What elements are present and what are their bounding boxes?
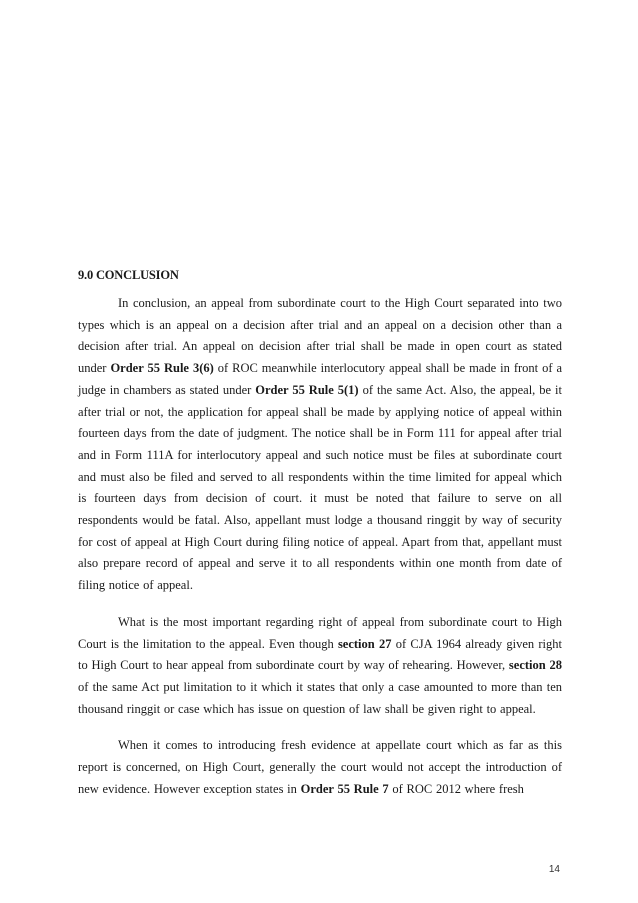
paragraph-3 [78,735,562,800]
citation-section-27: section 27 [337,636,392,651]
text-run: When it comes to introducing fresh evidence at appellate court which as far as this report is concerned, on High Court, generally the court would not accept the introduction of new evidence. However exception states in [78,738,562,796]
text-run: of CJA 1964 already given right to High Court to hear appeal from subordinate court by way of rehearing. However, [78,636,562,673]
citation-section-28: section 28 [508,658,562,673]
text-run: of the same Act. Also, the appeal, be it after trial or not, the application for appeal shall be made by applying notice of appeal within fourteen days from the date of judgment. The notice shall be in Form 111 for appeal after trial and in Form 111A for interlocutory appeal and such notice must be files at subordinate court and must also be filed and served to all respondents within the time limited for appeal which is fourteen days from decision of court. it must be noted that failure to serve on all respondents would be fatal. Also, appellant must lodge a thousand ringgit by way of security for cost of appeal at High Court during filing notice of appeal. Apart from that, appellant must also prepare record of appeal and serve it to all respondents within one month from date of filing notice of appeal. [78,382,562,593]
citation-order-55-rule-3-6: Order 55 Rule 3(6) [110,361,214,376]
text-run: What is the most important regarding right of appeal from subordinate court to High Court is the limitation to the appeal. Even though [78,614,562,651]
section-heading: 9.0 CONCLUSION [78,268,179,282]
text-run: In conclusion, an appeal from subordinate court to the High Court separated into two types which is an appeal on a decision after trial and an appeal on a decision other than a decision after trial. An appeal on decision after trial shall be made in open court as stated under [78,296,562,376]
text-run: of ROC 2012 where fresh [388,781,524,796]
document-body [78,293,562,815]
page-number: 14 [548,864,560,875]
paragraph-1 [78,293,562,597]
paragraph-2 [78,612,562,721]
citation-order-55-rule-5-1: Order 55 Rule 5(1) [255,382,359,397]
citation-order-55-rule-7: Order 55 Rule 7 [300,781,389,796]
text-run: of ROC meanwhile interlocutory appeal shall be made in front of a judge in chambers as stated under [78,361,563,397]
text-run: of the same Act put limitation to it which it states that only a case amounted to more than ten thousand ringgit or case which has issue on question of law shall be given right to appeal. [78,679,562,716]
